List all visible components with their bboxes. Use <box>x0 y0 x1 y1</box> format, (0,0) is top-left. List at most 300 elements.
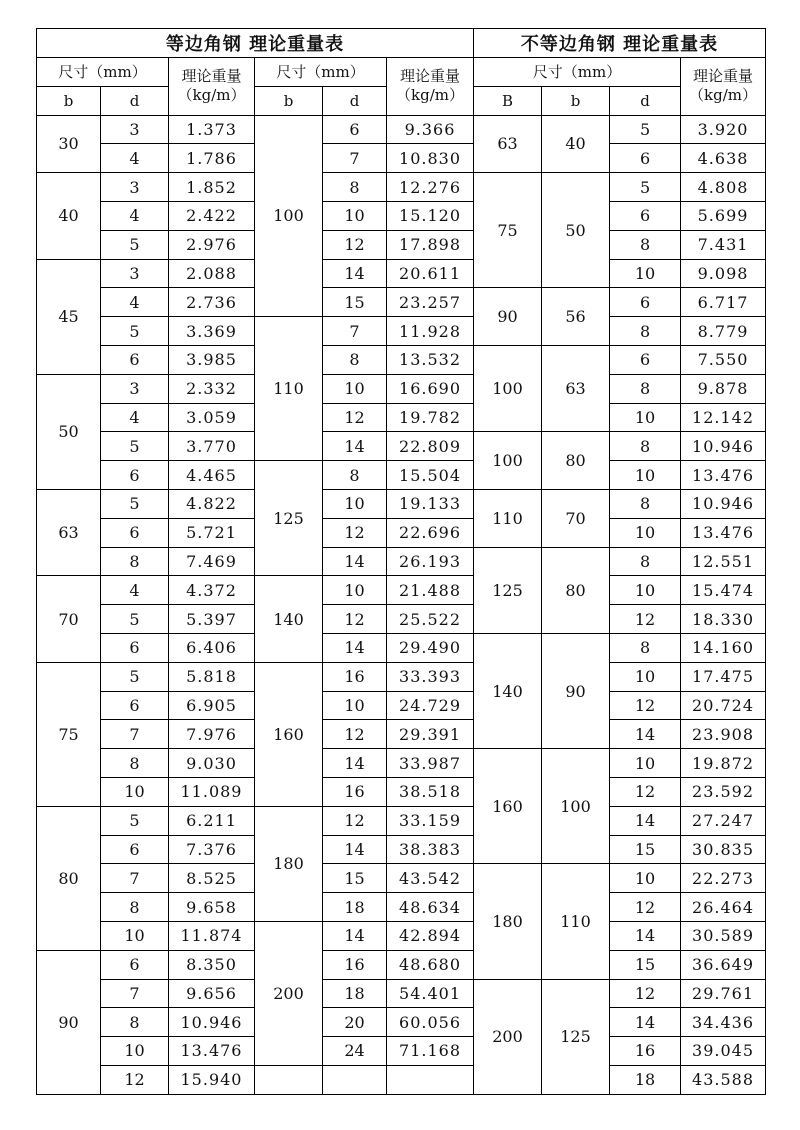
equal-a-weight-cell: 4.822 <box>169 489 255 518</box>
equal-a-b-cell: 30 <box>37 115 101 173</box>
equal-b-d-cell: 10 <box>323 201 387 230</box>
table-row <box>37 864 766 893</box>
weight-header-line1: 理论重量 <box>181 67 242 86</box>
equal-b-weight-cell: 23.257 <box>387 288 474 317</box>
unequal-weight-cell: 30.589 <box>681 921 766 950</box>
equal-b-d-cell: 10 <box>323 691 387 720</box>
equal-a-d-cell: 10 <box>101 1037 169 1066</box>
equal-a-weight-cell: 1.373 <box>169 115 255 144</box>
equal-a-weight-cell: 3.770 <box>169 432 255 461</box>
table-row <box>37 518 766 547</box>
equal-b-b-cell: 110 <box>255 317 323 461</box>
equal-a-weight-cell: 6.211 <box>169 806 255 835</box>
equal-a-d-cell: 7 <box>101 979 169 1008</box>
table-row <box>37 662 766 691</box>
table-row <box>37 374 766 403</box>
equal-a-d-cell: 8 <box>101 893 169 922</box>
equal-b-d-cell: 14 <box>323 432 387 461</box>
equal-b-weight-cell: 15.120 <box>387 201 474 230</box>
table-row <box>37 230 766 259</box>
unequal-B-cell: 110 <box>474 489 542 547</box>
unequal-weight-cell: 9.878 <box>681 374 766 403</box>
equal-a-d-cell: 8 <box>101 749 169 778</box>
unequal-b-cell: 110 <box>542 864 610 979</box>
equal-a-d-cell: 12 <box>101 1065 169 1094</box>
unequal-d-cell: 10 <box>610 518 681 547</box>
equal-a-d-cell: 5 <box>101 806 169 835</box>
equal-a-d-cell: 8 <box>101 1008 169 1037</box>
col-d-header-2: d <box>323 86 387 115</box>
weight-header-line2: （kg/m） <box>177 86 246 105</box>
unequal-d-cell: 8 <box>610 547 681 576</box>
unequal-weight-cell: 14.160 <box>681 633 766 662</box>
table-row <box>37 317 766 346</box>
equal-b-weight-cell: 25.522 <box>387 605 474 634</box>
unequal-d-cell: 18 <box>610 1065 681 1094</box>
equal-b-d-cell: 10 <box>323 576 387 605</box>
equal-a-d-cell: 7 <box>101 864 169 893</box>
equal-b-d-cell: 20 <box>323 1008 387 1037</box>
equal-a-weight-cell: 2.736 <box>169 288 255 317</box>
unequal-weight-cell: 27.247 <box>681 806 766 835</box>
weight-header-2 <box>387 58 474 116</box>
size-header-2: 尺寸（mm） <box>255 58 387 87</box>
size-header-1: 尺寸（mm） <box>37 58 169 87</box>
table-row <box>37 259 766 288</box>
equal-a-d-cell: 6 <box>101 950 169 979</box>
equal-a-weight-cell: 3.369 <box>169 317 255 346</box>
equal-b-weight-cell: 38.518 <box>387 777 474 806</box>
col-B-header-3: B <box>474 86 542 115</box>
unequal-weight-cell: 22.273 <box>681 864 766 893</box>
table-row <box>37 115 766 144</box>
equal-b-weight-cell: 22.809 <box>387 432 474 461</box>
equal-a-weight-cell: 6.905 <box>169 691 255 720</box>
unequal-weight-cell: 17.475 <box>681 662 766 691</box>
table-row <box>37 403 766 432</box>
equal-a-weight-cell: 13.476 <box>169 1037 255 1066</box>
equal-b-d-cell: 15 <box>323 288 387 317</box>
equal-b-b-cell: 100 <box>255 115 323 317</box>
table-row <box>37 345 766 374</box>
equal-a-d-cell: 4 <box>101 144 169 173</box>
unequal-d-cell: 8 <box>610 374 681 403</box>
equal-b-b-cell: 200 <box>255 921 323 1065</box>
equal-b-d-cell: 15 <box>323 864 387 893</box>
table-row <box>37 749 766 778</box>
unequal-weight-cell: 8.779 <box>681 317 766 346</box>
equal-a-weight-cell: 9.030 <box>169 749 255 778</box>
unequal-weight-cell: 43.588 <box>681 1065 766 1094</box>
table-row <box>37 921 766 950</box>
unequal-weight-cell: 23.908 <box>681 720 766 749</box>
unequal-weight-cell: 23.592 <box>681 777 766 806</box>
equal-a-b-cell: 80 <box>37 806 101 950</box>
unequal-B-cell: 140 <box>474 633 542 748</box>
equal-a-weight-cell: 9.658 <box>169 893 255 922</box>
equal-b-weight-cell: 48.680 <box>387 950 474 979</box>
unequal-d-cell: 6 <box>610 345 681 374</box>
empty-cell <box>323 1065 387 1094</box>
size-header-3: 尺寸（mm） <box>474 58 681 87</box>
table-row <box>37 691 766 720</box>
unequal-b-cell: 100 <box>542 749 610 864</box>
unequal-d-cell: 6 <box>610 144 681 173</box>
equal-a-d-cell: 4 <box>101 288 169 317</box>
col-b-header-1: b <box>37 86 101 115</box>
unequal-weight-cell: 13.476 <box>681 461 766 490</box>
equal-b-d-cell: 14 <box>323 921 387 950</box>
unequal-weight-cell: 15.474 <box>681 576 766 605</box>
table-row <box>37 1065 766 1094</box>
table-row <box>37 633 766 662</box>
equal-b-weight-cell: 12.276 <box>387 173 474 202</box>
equal-a-d-cell: 5 <box>101 432 169 461</box>
equal-a-d-cell: 6 <box>101 691 169 720</box>
equal-b-d-cell: 16 <box>323 662 387 691</box>
equal-a-weight-cell: 2.976 <box>169 230 255 259</box>
equal-b-weight-cell: 33.987 <box>387 749 474 778</box>
unequal-d-cell: 12 <box>610 605 681 634</box>
equal-b-d-cell: 10 <box>323 489 387 518</box>
equal-b-d-cell: 18 <box>323 979 387 1008</box>
equal-b-d-cell: 6 <box>323 115 387 144</box>
equal-a-weight-cell: 2.088 <box>169 259 255 288</box>
table-row <box>37 1008 766 1037</box>
equal-b-d-cell: 7 <box>323 317 387 346</box>
unequal-weight-cell: 7.550 <box>681 345 766 374</box>
empty-cell <box>387 1065 474 1094</box>
unequal-weight-cell: 12.142 <box>681 403 766 432</box>
table-row <box>37 1037 766 1066</box>
unequal-b-cell: 80 <box>542 547 610 633</box>
unequal-weight-cell: 19.872 <box>681 749 766 778</box>
equal-b-d-cell: 12 <box>323 403 387 432</box>
unequal-B-cell: 63 <box>474 115 542 173</box>
equal-a-d-cell: 10 <box>101 777 169 806</box>
table-row <box>37 201 766 230</box>
equal-a-weight-cell: 8.350 <box>169 950 255 979</box>
equal-a-weight-cell: 10.946 <box>169 1008 255 1037</box>
equal-b-d-cell: 12 <box>323 806 387 835</box>
equal-a-weight-cell: 6.406 <box>169 633 255 662</box>
table-row <box>37 950 766 979</box>
col-d-header-1: d <box>101 86 169 115</box>
equal-b-d-cell: 16 <box>323 950 387 979</box>
unequal-b-cell: 90 <box>542 633 610 748</box>
unequal-weight-cell: 3.920 <box>681 115 766 144</box>
weight-header-line2: （kg/m） <box>689 86 758 105</box>
equal-a-b-cell: 75 <box>37 662 101 806</box>
equal-a-b-cell: 90 <box>37 950 101 1094</box>
equal-a-d-cell: 6 <box>101 518 169 547</box>
unequal-b-cell: 40 <box>542 115 610 173</box>
unequal-d-cell: 12 <box>610 691 681 720</box>
equal-a-d-cell: 6 <box>101 461 169 490</box>
unequal-weight-cell: 20.724 <box>681 691 766 720</box>
unequal-b-cell: 80 <box>542 432 610 490</box>
equal-b-d-cell: 14 <box>323 749 387 778</box>
equal-b-d-cell: 10 <box>323 374 387 403</box>
equal-b-b-cell: 125 <box>255 461 323 576</box>
equal-b-weight-cell: 33.159 <box>387 806 474 835</box>
col-d-header-3: d <box>610 86 681 115</box>
table-row <box>37 173 766 202</box>
unequal-weight-cell: 29.761 <box>681 979 766 1008</box>
equal-b-d-cell: 12 <box>323 518 387 547</box>
equal-a-d-cell: 5 <box>101 605 169 634</box>
equal-b-b-cell: 180 <box>255 806 323 921</box>
unequal-b-cell: 50 <box>542 173 610 288</box>
unequal-B-cell: 75 <box>474 173 542 288</box>
table-row <box>37 979 766 1008</box>
equal-a-weight-cell: 9.656 <box>169 979 255 1008</box>
equal-a-d-cell: 5 <box>101 489 169 518</box>
equal-a-d-cell: 7 <box>101 720 169 749</box>
equal-b-weight-cell: 15.504 <box>387 461 474 490</box>
table-row <box>37 461 766 490</box>
equal-a-d-cell: 3 <box>101 374 169 403</box>
unequal-d-cell: 8 <box>610 230 681 259</box>
unequal-weight-cell: 12.551 <box>681 547 766 576</box>
equal-b-weight-cell: 33.393 <box>387 662 474 691</box>
unequal-weight-cell: 5.699 <box>681 201 766 230</box>
unequal-b-cell: 70 <box>542 489 610 547</box>
unequal-d-cell: 15 <box>610 835 681 864</box>
equal-a-b-cell: 50 <box>37 374 101 489</box>
equal-b-weight-cell: 26.193 <box>387 547 474 576</box>
unequal-weight-cell: 34.436 <box>681 1008 766 1037</box>
unequal-d-cell: 10 <box>610 461 681 490</box>
equal-a-b-cell: 45 <box>37 259 101 374</box>
equal-b-d-cell: 14 <box>323 547 387 576</box>
unequal-d-cell: 14 <box>610 921 681 950</box>
equal-a-weight-cell: 7.376 <box>169 835 255 864</box>
equal-a-d-cell: 3 <box>101 173 169 202</box>
table-row <box>37 288 766 317</box>
equal-a-d-cell: 4 <box>101 201 169 230</box>
unequal-weight-cell: 39.045 <box>681 1037 766 1066</box>
unequal-d-cell: 10 <box>610 749 681 778</box>
unequal-weight-cell: 13.476 <box>681 518 766 547</box>
unequal-d-cell: 6 <box>610 288 681 317</box>
unequal-b-cell: 63 <box>542 345 610 431</box>
empty-cell <box>255 1065 323 1094</box>
equal-a-weight-cell: 4.465 <box>169 461 255 490</box>
equal-b-weight-cell: 71.168 <box>387 1037 474 1066</box>
weight-header-line1: 理论重量 <box>693 67 754 86</box>
equal-b-d-cell: 14 <box>323 259 387 288</box>
equal-b-weight-cell: 42.894 <box>387 921 474 950</box>
equal-b-weight-cell: 29.391 <box>387 720 474 749</box>
unequal-weight-cell: 36.649 <box>681 950 766 979</box>
equal-a-d-cell: 4 <box>101 403 169 432</box>
equal-a-weight-cell: 7.469 <box>169 547 255 576</box>
unequal-d-cell: 10 <box>610 864 681 893</box>
equal-a-d-cell: 5 <box>101 317 169 346</box>
equal-a-weight-cell: 3.059 <box>169 403 255 432</box>
equal-b-weight-cell: 21.488 <box>387 576 474 605</box>
table-row <box>37 489 766 518</box>
equal-b-weight-cell: 60.056 <box>387 1008 474 1037</box>
equal-a-weight-cell: 1.786 <box>169 144 255 173</box>
unequal-B-cell: 125 <box>474 547 542 633</box>
equal-a-weight-cell: 11.874 <box>169 921 255 950</box>
equal-b-d-cell: 14 <box>323 633 387 662</box>
table-row <box>37 777 766 806</box>
equal-a-b-cell: 40 <box>37 173 101 259</box>
equal-b-b-cell: 140 <box>255 576 323 662</box>
unequal-d-cell: 10 <box>610 662 681 691</box>
equal-a-weight-cell: 2.332 <box>169 374 255 403</box>
equal-a-d-cell: 3 <box>101 115 169 144</box>
unequal-B-cell: 100 <box>474 432 542 490</box>
equal-a-weight-cell: 3.985 <box>169 345 255 374</box>
unequal-weight-cell: 9.098 <box>681 259 766 288</box>
unequal-d-cell: 12 <box>610 979 681 1008</box>
equal-a-d-cell: 8 <box>101 547 169 576</box>
table-row <box>37 806 766 835</box>
equal-angle-title: 等边角钢 理论重量表 <box>37 29 474 58</box>
weight-table-sheet <box>36 28 766 1095</box>
equal-b-weight-cell: 19.133 <box>387 489 474 518</box>
col-b-header-3: b <box>542 86 610 115</box>
unequal-d-cell: 8 <box>610 633 681 662</box>
equal-a-d-cell: 6 <box>101 835 169 864</box>
table-row <box>37 576 766 605</box>
equal-a-d-cell: 5 <box>101 230 169 259</box>
equal-b-weight-cell: 54.401 <box>387 979 474 1008</box>
equal-b-weight-cell: 10.830 <box>387 144 474 173</box>
table-row <box>37 144 766 173</box>
weight-header-3 <box>681 58 766 116</box>
equal-a-weight-cell: 2.422 <box>169 201 255 230</box>
unequal-d-cell: 14 <box>610 1008 681 1037</box>
equal-a-weight-cell: 7.976 <box>169 720 255 749</box>
unequal-d-cell: 5 <box>610 115 681 144</box>
equal-a-d-cell: 6 <box>101 633 169 662</box>
unequal-d-cell: 14 <box>610 720 681 749</box>
unequal-angle-title: 不等边角钢 理论重量表 <box>474 29 766 58</box>
equal-a-b-cell: 63 <box>37 489 101 575</box>
table-row <box>37 547 766 576</box>
equal-b-d-cell: 7 <box>323 144 387 173</box>
equal-b-d-cell: 12 <box>323 605 387 634</box>
unequal-d-cell: 14 <box>610 806 681 835</box>
table-row <box>37 835 766 864</box>
unequal-weight-cell: 10.946 <box>681 432 766 461</box>
equal-a-d-cell: 5 <box>101 662 169 691</box>
unequal-d-cell: 10 <box>610 403 681 432</box>
equal-a-d-cell: 3 <box>101 259 169 288</box>
equal-b-weight-cell: 43.542 <box>387 864 474 893</box>
table-row <box>37 432 766 461</box>
unequal-B-cell: 180 <box>474 864 542 979</box>
unequal-d-cell: 6 <box>610 201 681 230</box>
equal-b-weight-cell: 19.782 <box>387 403 474 432</box>
equal-b-d-cell: 12 <box>323 230 387 259</box>
table-row <box>37 720 766 749</box>
unequal-d-cell: 15 <box>610 950 681 979</box>
equal-b-weight-cell: 13.532 <box>387 345 474 374</box>
equal-b-weight-cell: 38.383 <box>387 835 474 864</box>
equal-a-d-cell: 10 <box>101 921 169 950</box>
equal-b-weight-cell: 29.490 <box>387 633 474 662</box>
unequal-B-cell: 90 <box>474 288 542 346</box>
equal-a-weight-cell: 11.089 <box>169 777 255 806</box>
equal-b-weight-cell: 11.928 <box>387 317 474 346</box>
equal-b-weight-cell: 17.898 <box>387 230 474 259</box>
equal-b-d-cell: 24 <box>323 1037 387 1066</box>
unequal-d-cell: 12 <box>610 777 681 806</box>
col-b-header-2: b <box>255 86 323 115</box>
equal-b-b-cell: 160 <box>255 662 323 806</box>
unequal-B-cell: 200 <box>474 979 542 1094</box>
unequal-b-cell: 125 <box>542 979 610 1094</box>
equal-b-d-cell: 18 <box>323 893 387 922</box>
equal-a-weight-cell: 1.852 <box>169 173 255 202</box>
equal-a-weight-cell: 8.525 <box>169 864 255 893</box>
equal-a-weight-cell: 15.940 <box>169 1065 255 1094</box>
equal-b-d-cell: 14 <box>323 835 387 864</box>
equal-b-weight-cell: 20.611 <box>387 259 474 288</box>
unequal-weight-cell: 10.946 <box>681 489 766 518</box>
unequal-weight-cell: 4.808 <box>681 173 766 202</box>
unequal-weight-cell: 18.330 <box>681 605 766 634</box>
unequal-weight-cell: 7.431 <box>681 230 766 259</box>
equal-a-b-cell: 70 <box>37 576 101 662</box>
unequal-d-cell: 8 <box>610 432 681 461</box>
unequal-weight-cell: 4.638 <box>681 144 766 173</box>
equal-a-d-cell: 4 <box>101 576 169 605</box>
unequal-d-cell: 10 <box>610 576 681 605</box>
unequal-weight-cell: 6.717 <box>681 288 766 317</box>
equal-b-weight-cell: 16.690 <box>387 374 474 403</box>
unequal-d-cell: 10 <box>610 259 681 288</box>
equal-b-weight-cell: 48.634 <box>387 893 474 922</box>
equal-a-weight-cell: 5.397 <box>169 605 255 634</box>
unequal-B-cell: 100 <box>474 345 542 431</box>
unequal-weight-cell: 26.464 <box>681 893 766 922</box>
equal-a-weight-cell: 5.721 <box>169 518 255 547</box>
unequal-B-cell: 160 <box>474 749 542 864</box>
equal-b-d-cell: 8 <box>323 345 387 374</box>
table-row <box>37 605 766 634</box>
angle-steel-weight-table <box>36 28 766 1095</box>
weight-header-line2: （kg/m） <box>396 86 464 105</box>
equal-a-d-cell: 6 <box>101 345 169 374</box>
unequal-d-cell: 8 <box>610 489 681 518</box>
equal-b-d-cell: 8 <box>323 461 387 490</box>
unequal-b-cell: 56 <box>542 288 610 346</box>
table-row <box>37 893 766 922</box>
equal-a-weight-cell: 4.372 <box>169 576 255 605</box>
weight-header-line1: 理论重量 <box>400 67 461 86</box>
equal-b-d-cell: 8 <box>323 173 387 202</box>
equal-b-weight-cell: 9.366 <box>387 115 474 144</box>
unequal-d-cell: 8 <box>610 317 681 346</box>
equal-b-weight-cell: 24.729 <box>387 691 474 720</box>
weight-header-1 <box>169 58 255 116</box>
unequal-d-cell: 12 <box>610 893 681 922</box>
unequal-weight-cell: 30.835 <box>681 835 766 864</box>
equal-b-weight-cell: 22.696 <box>387 518 474 547</box>
equal-b-d-cell: 16 <box>323 777 387 806</box>
equal-b-d-cell: 12 <box>323 720 387 749</box>
equal-a-weight-cell: 5.818 <box>169 662 255 691</box>
unequal-d-cell: 16 <box>610 1037 681 1066</box>
unequal-d-cell: 5 <box>610 173 681 202</box>
